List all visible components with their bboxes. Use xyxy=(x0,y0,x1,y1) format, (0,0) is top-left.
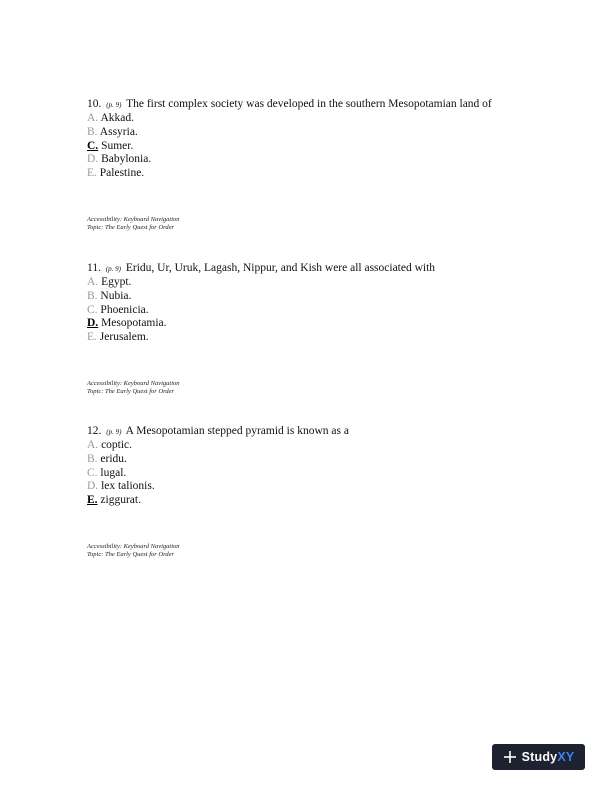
answer-options xyxy=(87,276,567,345)
correct-option-letter: D. xyxy=(87,317,99,330)
option-text: Egypt. xyxy=(101,276,132,288)
option-a xyxy=(87,439,567,453)
option-letter: B. xyxy=(87,125,98,138)
option-text: lugal. xyxy=(100,466,127,479)
option-text: Assyria. xyxy=(99,125,138,138)
topic-note: Topic: The Early Quest for Order xyxy=(87,388,175,396)
correct-option-letter: C. xyxy=(87,139,99,152)
accessibility-note: Accessibility: Keyboard Navigation xyxy=(87,379,180,387)
question-metadata xyxy=(87,543,567,560)
option-d-correct xyxy=(87,317,567,331)
topic-note: Topic: The Early Quest for Order xyxy=(87,551,175,559)
option-text: ziggurat. xyxy=(100,494,141,507)
question-stem xyxy=(87,261,567,276)
question-metadata xyxy=(87,216,567,233)
option-letter: C. xyxy=(87,303,98,316)
question-text: The first complex society was developed in the southern Mesopotamian land of xyxy=(126,98,492,110)
option-b xyxy=(87,290,567,304)
option-e-correct xyxy=(87,494,567,508)
question-11 xyxy=(87,261,567,397)
option-c xyxy=(87,304,567,318)
option-text: Mesopotamia. xyxy=(101,317,167,330)
page-reference: (p. 9) xyxy=(106,428,122,436)
accessibility-note: Accessibility: Keyboard Navigation xyxy=(87,215,180,223)
question-12 xyxy=(87,424,567,560)
option-letter: B. xyxy=(87,289,98,302)
question-number: 12. xyxy=(87,425,102,437)
question-10 xyxy=(87,97,567,233)
option-letter: E. xyxy=(87,331,97,344)
question-number: 10. xyxy=(87,98,102,110)
badge-text-main: Study xyxy=(521,750,558,764)
question-metadata xyxy=(87,380,567,397)
badge-logo-text xyxy=(522,750,575,764)
correct-option-letter: E. xyxy=(87,494,98,507)
option-letter: E. xyxy=(87,167,97,180)
option-text: Nubia. xyxy=(100,289,132,302)
plus-icon xyxy=(503,750,517,764)
option-text: Babylonia. xyxy=(101,153,152,166)
page-reference: (p. 9) xyxy=(106,101,122,109)
option-letter: B. xyxy=(87,452,98,465)
option-e xyxy=(87,167,567,181)
option-letter: D. xyxy=(87,153,99,166)
option-b xyxy=(87,453,567,467)
question-stem xyxy=(87,97,567,112)
studyxy-badge[interactable] xyxy=(492,744,585,770)
option-letter: A. xyxy=(87,439,99,451)
question-text: Eridu, Ur, Uruk, Lagash, Nippur, and Kish were all associated with xyxy=(125,262,436,274)
option-text: Jerusalem. xyxy=(99,331,149,344)
option-b xyxy=(87,126,567,140)
option-letter: A. xyxy=(87,276,99,288)
question-number: 11. xyxy=(87,262,101,274)
option-text: Palestine. xyxy=(99,167,145,180)
option-d xyxy=(87,153,567,167)
option-text: Phoenicia. xyxy=(100,303,149,316)
option-text: eridu. xyxy=(100,452,127,465)
option-a xyxy=(87,112,567,126)
option-text: lex talionis. xyxy=(101,480,155,493)
option-letter: C. xyxy=(87,466,98,479)
page-reference: (p. 9) xyxy=(105,265,121,273)
option-c xyxy=(87,467,567,481)
option-text: Sumer. xyxy=(101,139,134,152)
topic-note: Topic: The Early Quest for Order xyxy=(87,224,175,232)
answer-options xyxy=(87,112,567,181)
question-stem xyxy=(87,424,567,439)
answer-options xyxy=(87,439,567,508)
option-e xyxy=(87,331,567,345)
accessibility-note: Accessibility: Keyboard Navigation xyxy=(87,542,180,550)
option-text: coptic. xyxy=(101,439,133,451)
option-a xyxy=(87,276,567,290)
option-letter: A. xyxy=(87,112,99,124)
badge-text-accent: XY xyxy=(557,750,575,764)
option-d xyxy=(87,480,567,494)
option-c-correct xyxy=(87,140,567,154)
option-text: Akkad. xyxy=(100,112,134,124)
question-text: A Mesopotamian stepped pyramid is known as a xyxy=(125,425,349,437)
option-letter: D. xyxy=(87,480,99,493)
